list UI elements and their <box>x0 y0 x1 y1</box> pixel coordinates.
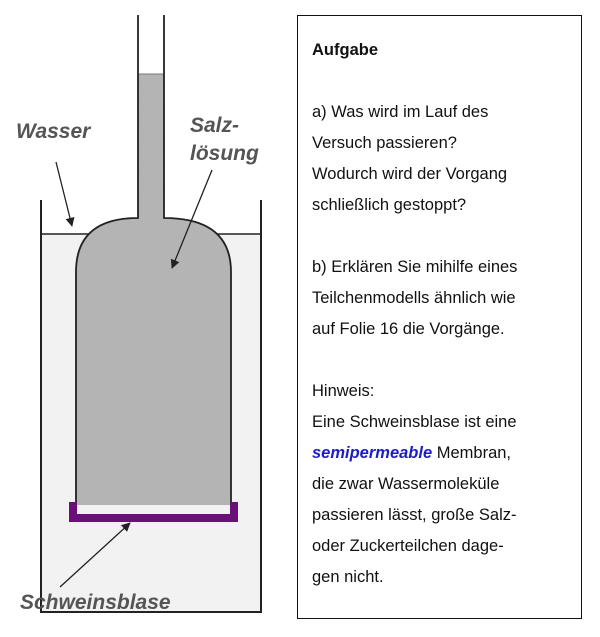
task-part-b <box>312 252 567 345</box>
task-part-a-line: a) Was wird im Lauf des <box>312 103 489 121</box>
task-title: Aufgabe <box>312 41 378 59</box>
hint-line: Eine Schweinsblase ist eine <box>312 413 517 431</box>
semipermeable-highlight: semipermeable <box>312 444 433 462</box>
hint-line: gen nicht. <box>312 568 384 586</box>
salt-solution-label-line2: lösung <box>190 142 259 165</box>
hint-line-rest: Membran, <box>432 444 512 462</box>
task-part-a <box>312 97 567 221</box>
osmosis-apparatus-drawing <box>0 0 300 632</box>
water-arrow <box>56 162 72 226</box>
task-part-a-line: Versuch passieren? <box>312 134 457 152</box>
task-hint <box>312 376 567 593</box>
salt-solution-label-line1: Salz- <box>190 114 240 137</box>
water-label: Wasser <box>16 120 91 143</box>
membrane-label: Schweinsblase <box>20 591 171 614</box>
task-part-b-line: Teilchenmodells ähnlich wie <box>312 289 516 307</box>
hint-line: passieren lässt, große Salz- <box>312 506 517 524</box>
hint-line: oder Zuckerteilchen dage- <box>312 537 504 555</box>
hint-label: Hinweis: <box>312 382 375 400</box>
task-part-a-line: schließlich gestoppt? <box>312 196 467 214</box>
hint-line <box>312 438 567 469</box>
hint-line: die zwar Wassermoleküle <box>312 475 500 493</box>
task-part-b-line: auf Folie 16 die Vorgänge. <box>312 320 505 338</box>
osmosis-diagram <box>0 0 300 632</box>
task-part-b-line: b) Erklären Sie mihilfe eines <box>312 258 518 276</box>
task-box <box>297 15 582 619</box>
task-part-a-line: Wodurch wird der Vorgang <box>312 165 508 183</box>
